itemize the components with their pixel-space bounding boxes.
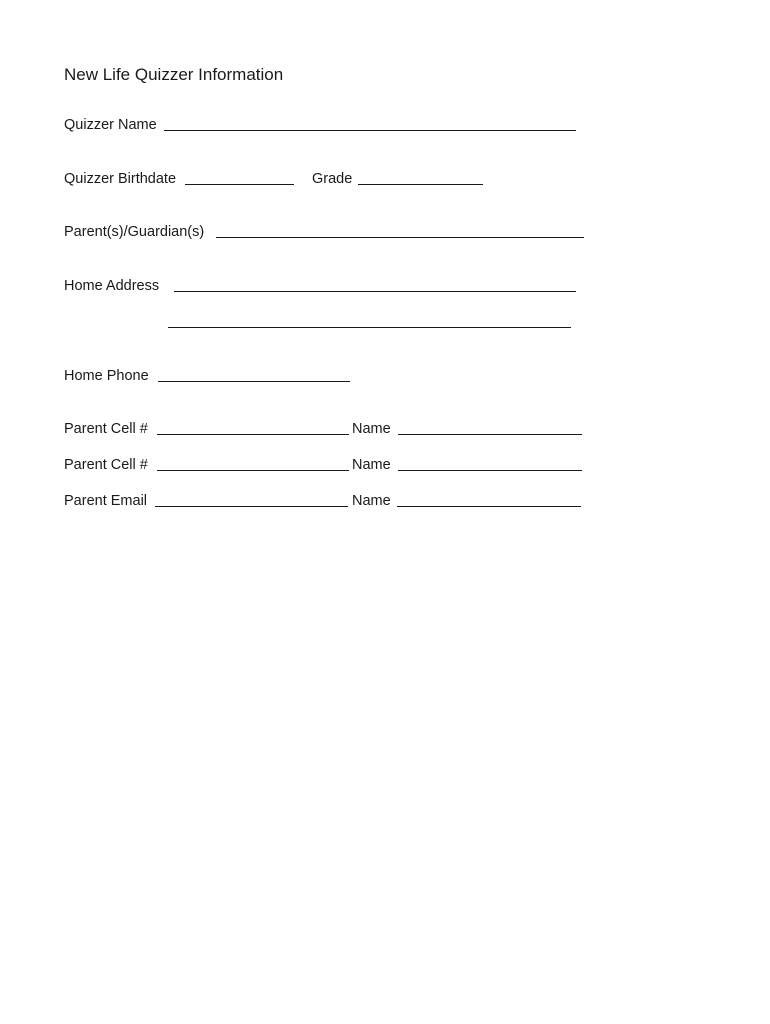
parent-name-label: Name (352, 493, 391, 509)
parent-cell-row-1 (64, 419, 594, 439)
parents-guardians-row (64, 222, 594, 242)
parent-name-field[interactable] (398, 470, 582, 471)
home-address-label: Home Address (64, 278, 160, 294)
birthdate-grade-row (64, 169, 494, 189)
grade-field[interactable] (358, 184, 483, 185)
parent-email-field[interactable] (155, 506, 348, 507)
home-phone-field[interactable] (158, 381, 350, 382)
parent-cell-row-2 (64, 455, 594, 475)
form-title: New Life Quizzer Information (64, 65, 284, 84)
quizzer-birthdate-label: Quizzer Birthdate (64, 171, 177, 187)
quizzer-birthdate-field[interactable] (185, 184, 294, 185)
parent-name-label: Name (352, 457, 391, 473)
home-address-field[interactable] (174, 291, 576, 292)
parent-cell-field[interactable] (157, 434, 349, 435)
parent-email-row (64, 491, 594, 511)
home-phone-label: Home Phone (64, 368, 149, 384)
home-phone-row (64, 366, 364, 386)
parents-guardians-field[interactable] (216, 237, 584, 238)
home-address-row-2 (64, 312, 584, 332)
quizzer-name-label: Quizzer Name (64, 117, 157, 133)
parent-name-label: Name (352, 421, 391, 437)
quizzer-name-row (64, 115, 584, 135)
home-address-row (64, 276, 584, 296)
parent-cell-label: Parent Cell # (64, 421, 148, 437)
home-address-field-line-2[interactable] (168, 327, 571, 328)
parent-name-field[interactable] (397, 506, 581, 507)
parent-cell-field[interactable] (157, 470, 349, 471)
parents-guardians-label: Parent(s)/Guardian(s) (64, 224, 205, 240)
parent-name-field[interactable] (398, 434, 582, 435)
quizzer-name-field[interactable] (164, 130, 576, 131)
grade-label: Grade (312, 171, 353, 187)
parent-email-label: Parent Email (64, 493, 148, 509)
parent-cell-label: Parent Cell # (64, 457, 148, 473)
